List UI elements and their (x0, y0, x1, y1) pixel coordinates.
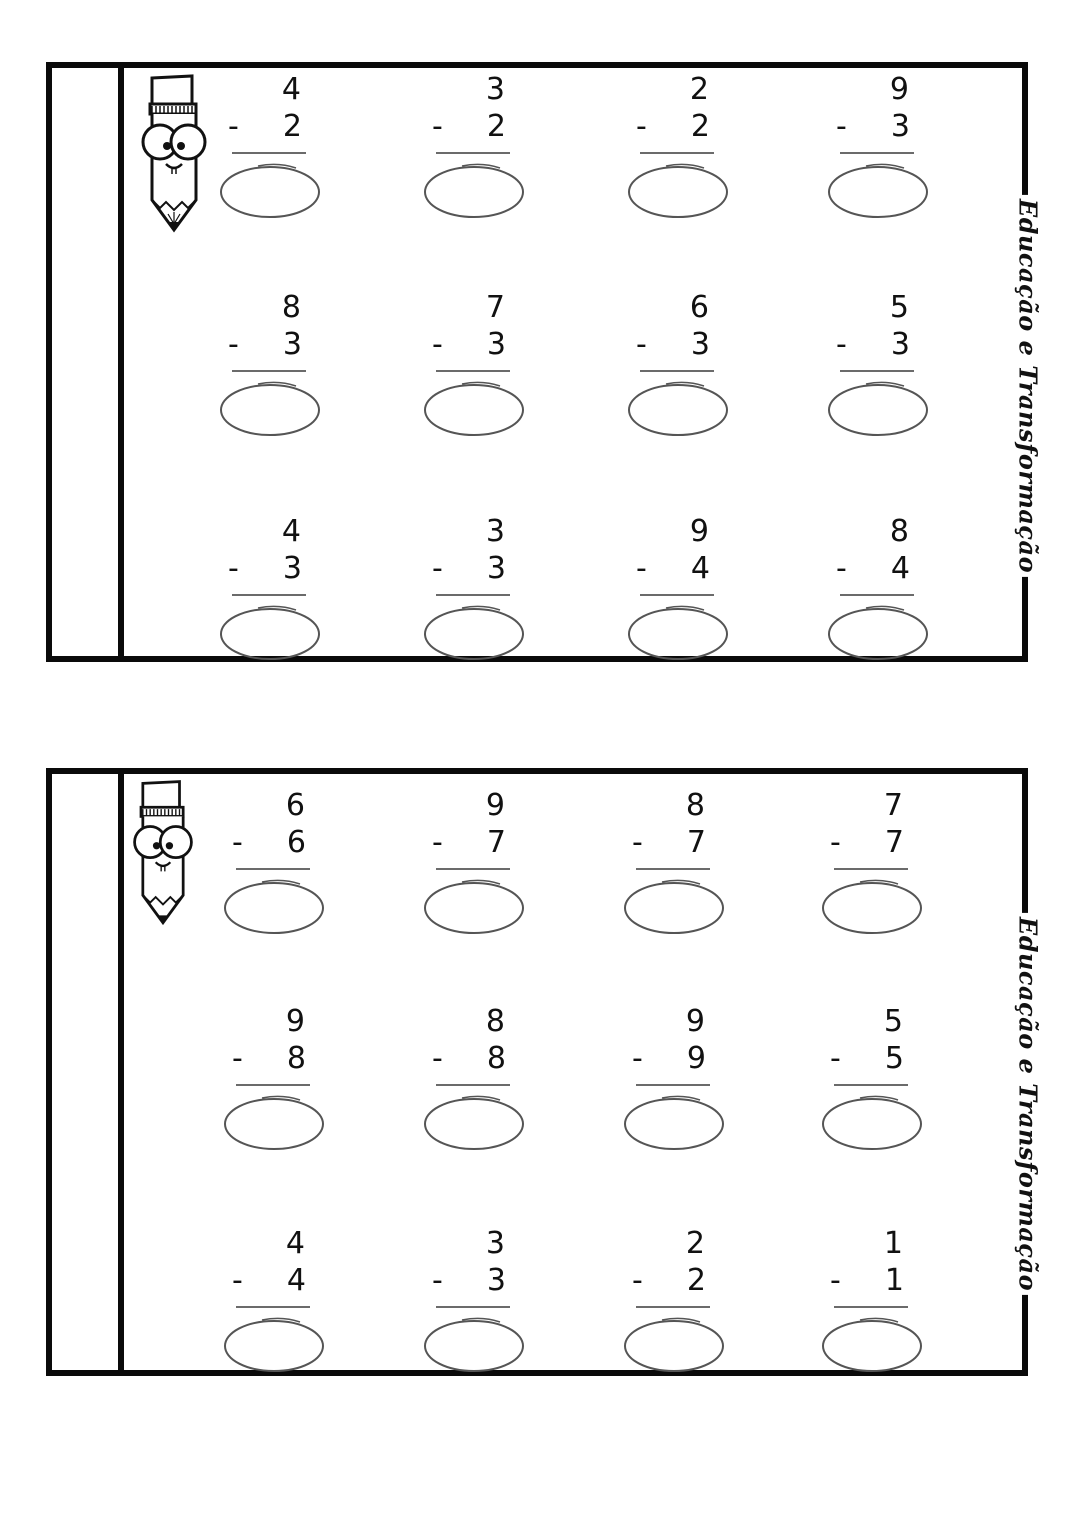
answer-circle[interactable] (218, 378, 322, 438)
minus-sign: - (432, 1041, 443, 1076)
subtraction-problem (828, 290, 938, 440)
minuend: 5 (883, 1004, 904, 1039)
minuend: 2 (685, 1226, 706, 1261)
subtrahend: 6 (286, 825, 306, 860)
answer-circle[interactable] (218, 602, 322, 662)
subtrahend: 4 (890, 551, 910, 586)
answer-line (436, 1306, 510, 1308)
answer-line (840, 152, 914, 154)
answer-circle[interactable] (422, 1092, 526, 1152)
minuend: 9 (285, 1004, 306, 1039)
worksheet-card-1 (46, 62, 1043, 662)
subtraction-problem (220, 72, 330, 222)
answer-circle[interactable] (626, 378, 730, 438)
answer-line (834, 1306, 908, 1308)
answer-line (640, 370, 714, 372)
answer-circle[interactable] (622, 1092, 726, 1152)
pencil-mascot-icon (130, 778, 196, 930)
subtraction-problem (424, 290, 534, 440)
subtraction-problem (220, 290, 330, 440)
answer-line (640, 594, 714, 596)
answer-circle[interactable] (422, 602, 526, 662)
subtraction-problem (224, 1004, 334, 1154)
subtrahend: 3 (486, 327, 506, 362)
minuend: 3 (485, 72, 506, 107)
answer-line (436, 370, 510, 372)
subtraction-problem (624, 788, 734, 938)
answer-circle[interactable] (820, 1092, 924, 1152)
answer-line (236, 1084, 310, 1086)
minuend: 9 (685, 1004, 706, 1039)
brand-text: Educação e Transformação (1014, 913, 1043, 1295)
minuend: 2 (689, 72, 710, 107)
answer-circle[interactable] (820, 1314, 924, 1374)
minus-sign: - (432, 109, 443, 144)
subtrahend: 3 (486, 551, 506, 586)
answer-line (436, 868, 510, 870)
answer-line (840, 370, 914, 372)
minus-sign: - (836, 551, 847, 586)
minus-sign: - (636, 327, 647, 362)
answer-line (436, 1084, 510, 1086)
minuend: 9 (689, 514, 710, 549)
answer-line (232, 152, 306, 154)
answer-line (436, 152, 510, 154)
brand-watermark (1008, 916, 1048, 1292)
minuend: 3 (485, 1226, 506, 1261)
minus-sign: - (432, 327, 443, 362)
answer-line (640, 152, 714, 154)
subtraction-problem (822, 788, 932, 938)
answer-circle[interactable] (826, 602, 930, 662)
subtrahend: 7 (486, 825, 506, 860)
subtrahend: 3 (486, 1263, 506, 1298)
subtraction-problem (628, 290, 738, 440)
minus-sign: - (636, 109, 647, 144)
pencil-mascot-icon (138, 74, 210, 236)
answer-circle[interactable] (626, 602, 730, 662)
subtrahend: 5 (884, 1041, 904, 1076)
subtraction-problem (624, 1004, 734, 1154)
answer-line (232, 594, 306, 596)
minuend: 7 (485, 290, 506, 325)
minus-sign: - (228, 551, 239, 586)
minus-sign: - (232, 1263, 243, 1298)
subtraction-problem (224, 1226, 334, 1376)
subtraction-problem (828, 72, 938, 222)
subtraction-problem (624, 1226, 734, 1376)
minuend: 1 (883, 1226, 904, 1261)
minuend: 3 (485, 514, 506, 549)
minus-sign: - (636, 551, 647, 586)
worksheet-card-2 (46, 768, 1043, 1376)
brand-watermark (1008, 198, 1048, 574)
answer-line (834, 868, 908, 870)
answer-circle[interactable] (622, 1314, 726, 1374)
answer-circle[interactable] (422, 160, 526, 220)
answer-circle[interactable] (222, 1314, 326, 1374)
minus-sign: - (830, 825, 841, 860)
minuend: 9 (485, 788, 506, 823)
answer-circle[interactable] (222, 1092, 326, 1152)
subtrahend: 2 (282, 109, 302, 144)
subtraction-problem (424, 1004, 534, 1154)
minus-sign: - (836, 327, 847, 362)
binding-strip (52, 774, 124, 1370)
answer-circle[interactable] (218, 160, 322, 220)
answer-line (636, 1084, 710, 1086)
minuend: 6 (285, 788, 306, 823)
answer-circle[interactable] (826, 160, 930, 220)
answer-circle[interactable] (422, 1314, 526, 1374)
subtraction-problem (224, 788, 334, 938)
subtrahend: 3 (890, 327, 910, 362)
minuend: 8 (685, 788, 706, 823)
subtraction-problem (424, 788, 534, 938)
subtraction-problem (828, 514, 938, 664)
minus-sign: - (432, 825, 443, 860)
answer-circle[interactable] (820, 876, 924, 936)
minus-sign: - (632, 1263, 643, 1298)
subtrahend: 8 (486, 1041, 506, 1076)
minus-sign: - (232, 1041, 243, 1076)
minus-sign: - (232, 825, 243, 860)
minuend: 7 (883, 788, 904, 823)
subtraction-problem (822, 1226, 932, 1376)
answer-circle[interactable] (626, 160, 730, 220)
subtrahend: 4 (286, 1263, 306, 1298)
subtrahend: 1 (884, 1263, 904, 1298)
subtrahend: 2 (486, 109, 506, 144)
subtraction-problem (822, 1004, 932, 1154)
minus-sign: - (830, 1041, 841, 1076)
subtrahend: 4 (690, 551, 710, 586)
answer-circle[interactable] (222, 876, 326, 936)
minuend: 8 (485, 1004, 506, 1039)
answer-circle[interactable] (622, 876, 726, 936)
answer-line (232, 370, 306, 372)
answer-line (236, 868, 310, 870)
minus-sign: - (632, 1041, 643, 1076)
answer-line (436, 594, 510, 596)
minuend: 8 (889, 514, 910, 549)
subtrahend: 3 (890, 109, 910, 144)
minus-sign: - (830, 1263, 841, 1298)
answer-line (834, 1084, 908, 1086)
subtraction-problem (424, 1226, 534, 1376)
minuend: 9 (889, 72, 910, 107)
answer-circle[interactable] (422, 876, 526, 936)
minuend: 4 (281, 72, 302, 107)
minuend: 5 (889, 290, 910, 325)
answer-circle[interactable] (422, 378, 526, 438)
subtrahend: 3 (690, 327, 710, 362)
minus-sign: - (836, 109, 847, 144)
answer-line (636, 868, 710, 870)
minuend: 4 (281, 514, 302, 549)
minus-sign: - (632, 825, 643, 860)
brand-text: Educação e Transformação (1014, 195, 1043, 577)
subtrahend: 3 (282, 551, 302, 586)
subtraction-problem (424, 72, 534, 222)
minuend: 4 (285, 1226, 306, 1261)
subtrahend: 7 (686, 825, 706, 860)
minus-sign: - (432, 1263, 443, 1298)
subtrahend: 3 (282, 327, 302, 362)
minus-sign: - (432, 551, 443, 586)
subtraction-problem (628, 72, 738, 222)
minuend: 8 (281, 290, 302, 325)
minus-sign: - (228, 327, 239, 362)
subtrahend: 2 (686, 1263, 706, 1298)
answer-line (636, 1306, 710, 1308)
binding-strip (52, 68, 124, 656)
subtrahend: 9 (686, 1041, 706, 1076)
subtraction-problem (424, 514, 534, 664)
subtraction-problem (220, 514, 330, 664)
subtrahend: 2 (690, 109, 710, 144)
minus-sign: - (228, 109, 239, 144)
answer-line (840, 594, 914, 596)
answer-line (236, 1306, 310, 1308)
subtrahend: 8 (286, 1041, 306, 1076)
minuend: 6 (689, 290, 710, 325)
subtrahend: 7 (884, 825, 904, 860)
answer-circle[interactable] (826, 378, 930, 438)
subtraction-problem (628, 514, 738, 664)
